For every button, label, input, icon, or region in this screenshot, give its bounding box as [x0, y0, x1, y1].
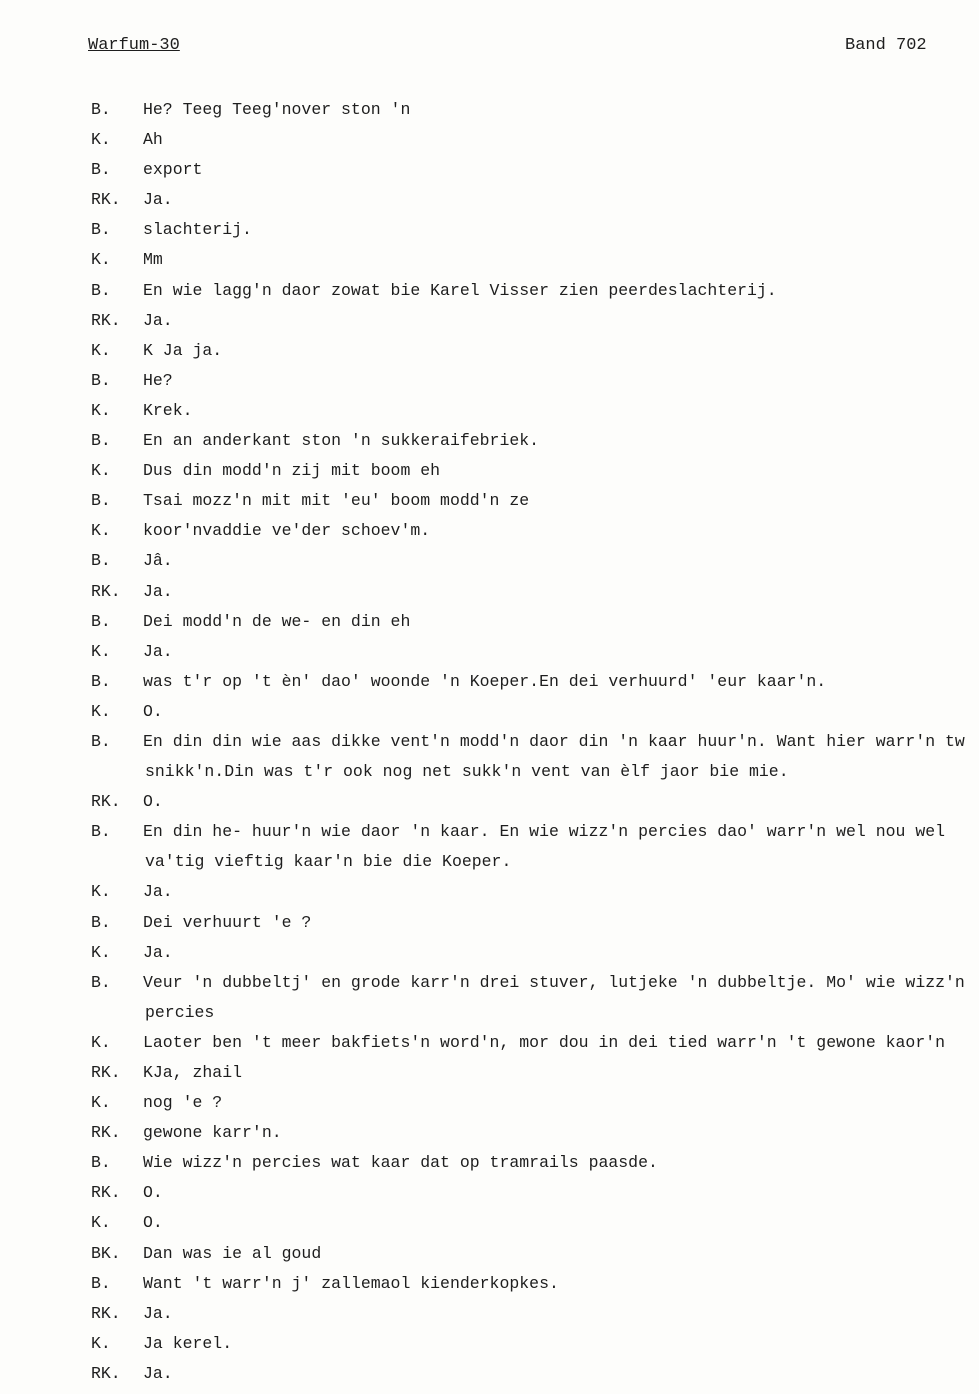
- speaker-label: K.: [91, 942, 111, 962]
- speaker-label: K.: [91, 340, 111, 360]
- utterance-text: Ja kerel.: [143, 1333, 233, 1353]
- utterance-text: gewone karr'n.: [143, 1123, 282, 1143]
- utterance-line: [0, 248, 979, 278]
- utterance-text: Tsai mozz'n mit mit 'eu' boom modd'n ze: [143, 491, 530, 511]
- utterance-line: [0, 1332, 979, 1362]
- utterance-text: O.: [143, 792, 163, 812]
- speaker-label: B.: [91, 551, 111, 571]
- utterance-text: He?: [143, 370, 173, 390]
- speaker-label: RK.: [91, 1183, 121, 1203]
- utterance-text: Ja.: [143, 190, 173, 210]
- utterance-line: [0, 730, 979, 760]
- document-location-title: Warfum-30: [88, 36, 180, 55]
- utterance-line: [0, 158, 979, 188]
- utterance-line: [0, 309, 979, 339]
- utterance-line: [0, 98, 979, 128]
- utterance-text: percies: [145, 1002, 215, 1022]
- speaker-label: RK.: [91, 1303, 121, 1323]
- speaker-label: RK.: [91, 1063, 121, 1082]
- speaker-label: B.: [91, 1153, 111, 1173]
- speaker-label: RK.: [91, 792, 121, 812]
- speaker-label: RK.: [91, 1363, 121, 1383]
- utterance-text: Ja.: [143, 1303, 173, 1323]
- speaker-label: B.: [91, 491, 111, 511]
- utterance-line: [0, 1362, 979, 1392]
- utterance-text: nog 'e ?: [143, 1093, 223, 1113]
- utterance-line: [0, 911, 979, 941]
- utterance-text: Wie wizz'n percies wat kaar dat op tramrails paasde.: [143, 1153, 658, 1173]
- utterance-text: export: [143, 160, 203, 180]
- speaker-label: B.: [91, 220, 111, 240]
- utterance-line: [0, 489, 979, 519]
- speaker-label: B.: [91, 100, 111, 119]
- utterance-line: [0, 1272, 979, 1302]
- speaker-label: B.: [91, 731, 111, 751]
- utterance-text: En wie lagg'n daor zowat bie Karel Visser zien peerdeslachterij.: [143, 280, 777, 300]
- utterance-line: [0, 128, 979, 158]
- speaker-label: K.: [91, 250, 111, 270]
- utterance-line: [0, 580, 979, 610]
- speaker-label: B.: [91, 1273, 111, 1293]
- utterance-text: Want 't warr'n j' zallemaol kienderkopkes.: [143, 1273, 559, 1293]
- transcript-body: [0, 98, 979, 1392]
- utterance-line: [0, 670, 979, 700]
- utterance-line: [0, 1091, 979, 1121]
- utterance-line: [0, 1211, 979, 1241]
- speaker-label: B.: [91, 671, 111, 691]
- utterance-line: [0, 1181, 979, 1211]
- continuation-line: [0, 850, 979, 880]
- utterance-line: [0, 640, 979, 670]
- utterance-text: O.: [143, 1213, 163, 1233]
- speaker-label: K.: [91, 400, 111, 420]
- utterance-text: snikk'n.Din was t'r ook nog net sukk'n vent van èlf jaor bie mie.: [145, 762, 789, 782]
- speaker-label: K.: [91, 1032, 111, 1052]
- utterance-line: [0, 880, 979, 910]
- speaker-label: B.: [91, 611, 111, 631]
- utterance-line: [0, 1061, 979, 1091]
- utterance-line: [0, 369, 979, 399]
- utterance-text: was t'r op 't èn' dao' woonde 'n Koeper.En dei verhuurd' 'eur kaar'n.: [143, 671, 827, 691]
- utterance-line: [0, 1151, 979, 1181]
- speaker-label: RK.: [91, 310, 121, 330]
- continuation-line: [0, 760, 979, 790]
- speaker-label: RK.: [91, 581, 121, 601]
- speaker-label: BK.: [91, 1243, 121, 1263]
- utterance-text: En din he- huur'n wie daor 'n kaar. En wie wizz'n percies dao' warr'n wel nou wel: [143, 822, 946, 842]
- utterance-line: [0, 1302, 979, 1332]
- speaker-label: K.: [91, 1213, 111, 1233]
- utterance-text: Ja.: [143, 310, 173, 330]
- utterance-text: Ah: [143, 130, 163, 150]
- utterance-text: En din din wie aas dikke vent'n modd'n daor din 'n kaar huur'n. Want hier warr'n tw: [143, 731, 965, 751]
- utterance-text: En an anderkant ston 'n sukkeraifebriek.: [143, 431, 540, 451]
- speaker-label: K.: [91, 701, 111, 721]
- speaker-label: B.: [91, 972, 111, 992]
- utterance-text: Dus din modd'n zij mit boom eh: [143, 461, 441, 481]
- speaker-label: B.: [91, 370, 111, 390]
- utterance-line: [0, 941, 979, 971]
- speaker-label: B.: [91, 160, 111, 180]
- speaker-label: B.: [91, 431, 111, 451]
- utterance-text: Dei verhuurt 'e ?: [143, 912, 312, 932]
- speaker-label: K.: [91, 521, 111, 541]
- utterance-text: koor'nvaddie ve'der schoev'm.: [143, 521, 431, 541]
- utterance-text: Mm: [143, 250, 163, 270]
- utterance-line: [0, 218, 979, 248]
- utterance-text: Ja.: [143, 1363, 173, 1383]
- utterance-text: O.: [143, 1183, 163, 1203]
- utterance-text: Krek.: [143, 400, 193, 420]
- utterance-text: K Ja ja.: [143, 340, 223, 360]
- utterance-text: Ja.: [143, 882, 173, 902]
- utterance-line: [0, 610, 979, 640]
- continuation-line: [0, 1001, 979, 1031]
- utterance-line: [0, 188, 979, 218]
- utterance-line: [0, 519, 979, 549]
- utterance-line: [0, 459, 979, 489]
- utterance-line: [0, 279, 979, 309]
- utterance-text: slachterij.: [143, 220, 252, 240]
- utterance-text: KJa, zhail: [143, 1063, 243, 1082]
- utterance-line: [0, 1242, 979, 1272]
- utterance-line: [0, 1121, 979, 1151]
- utterance-line: [0, 399, 979, 429]
- utterance-line: [0, 549, 979, 579]
- utterance-line: [0, 790, 979, 820]
- tape-number: Band 702: [845, 36, 927, 55]
- utterance-text: Dan was ie al goud: [143, 1243, 322, 1263]
- speaker-label: K.: [91, 1093, 111, 1113]
- utterance-line: [0, 1031, 979, 1061]
- speaker-label: K.: [91, 1333, 111, 1353]
- utterance-text: va'tig vieftig kaar'n bie die Koeper.: [145, 852, 512, 872]
- utterance-text: He? Teeg Teeg'nover ston 'n: [143, 100, 411, 119]
- utterance-line: [0, 339, 979, 369]
- utterance-text: Ja.: [143, 641, 173, 661]
- speaker-label: B.: [91, 822, 111, 842]
- speaker-label: B.: [91, 912, 111, 932]
- utterance-line: [0, 820, 979, 850]
- speaker-label: K.: [91, 641, 111, 661]
- utterance-line: [0, 700, 979, 730]
- speaker-label: K.: [91, 130, 111, 150]
- utterance-text: Jâ.: [143, 551, 173, 571]
- utterance-text: Dei modd'n de we- en din eh: [143, 611, 411, 631]
- utterance-line: [0, 429, 979, 459]
- speaker-label: RK.: [91, 1123, 121, 1143]
- utterance-text: O.: [143, 701, 163, 721]
- speaker-label: K.: [91, 882, 111, 902]
- utterance-text: Veur 'n dubbeltj' en grode karr'n drei stuver, lutjeke 'n dubbeltje. Mo' wie wizz'n: [143, 972, 965, 992]
- speaker-label: K.: [91, 461, 111, 481]
- utterance-line: [0, 971, 979, 1001]
- speaker-label: B.: [91, 280, 111, 300]
- utterance-text: Laoter ben 't meer bakfiets'n word'n, mor dou in dei tied warr'n 't gewone kaor'n: [143, 1032, 946, 1052]
- speaker-label: RK.: [91, 190, 121, 210]
- utterance-text: Ja.: [143, 942, 173, 962]
- utterance-text: Ja.: [143, 581, 173, 601]
